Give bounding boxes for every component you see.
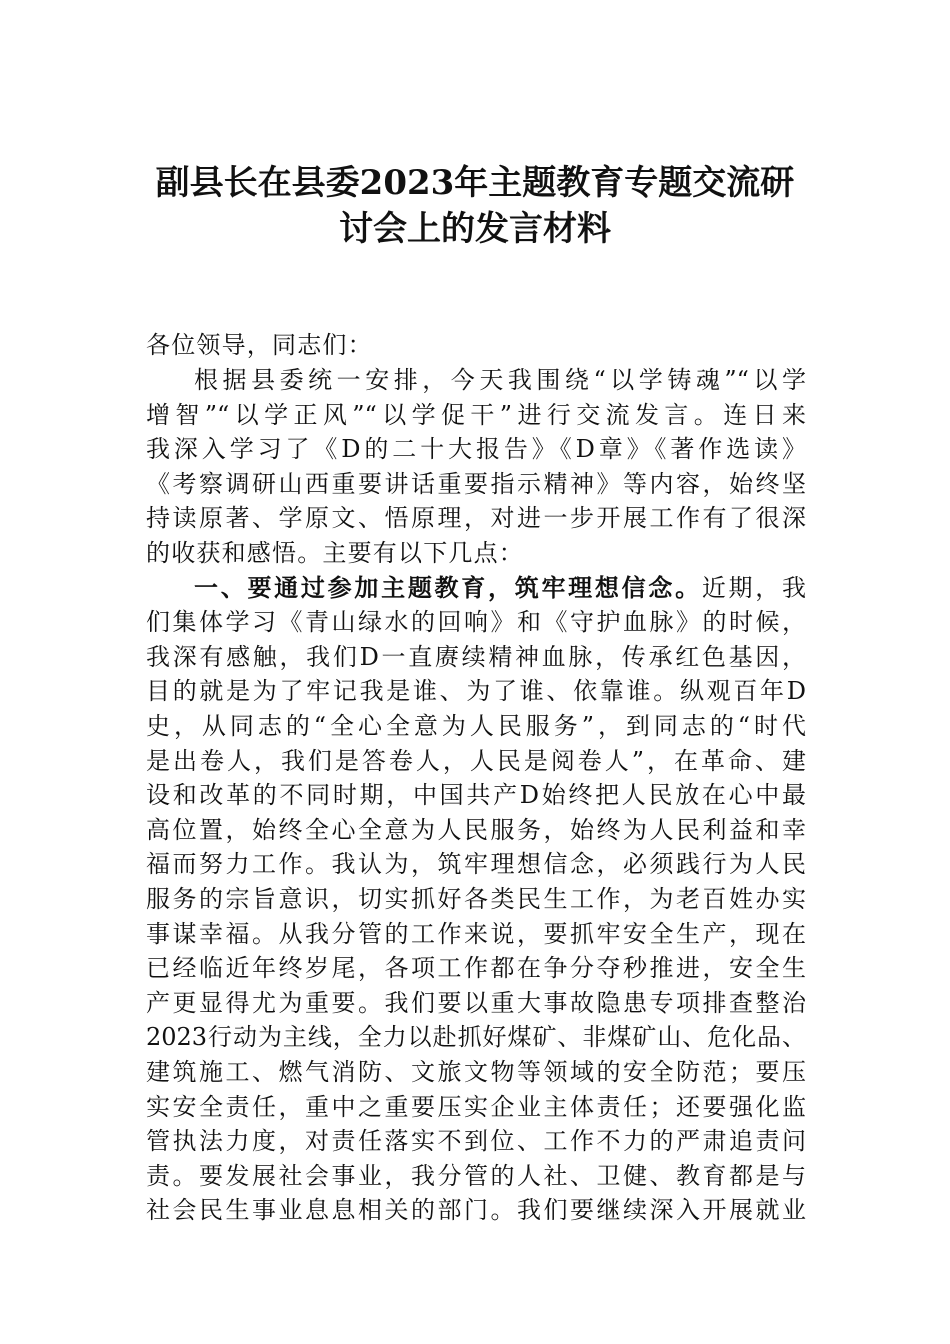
paragraph-line: 高位置，始终全心全意为人民服务，始终为人民利益和幸 — [146, 815, 806, 844]
paragraph-line: 责。要发展社会事业，我分管的人社、卫健、教育都是与 — [146, 1161, 806, 1190]
paragraph-text: 近期，我 — [701, 573, 807, 602]
paragraph-line: 是出卷人，我们是答卷人，人民是阅卷人”，在革命、建 — [146, 746, 806, 775]
paragraph-line: 服务的宗旨意识，切实抓好各类民生工作，为老百姓办实 — [146, 885, 806, 913]
paragraph-line: 目的就是为了牢记我是谁、为了谁、依靠谁。纵观百年D — [146, 677, 806, 706]
salutation: 各位领导，同志们： — [146, 331, 373, 359]
section-heading: 一、要通过参加主题教育，筑牢理想信念。 — [194, 572, 702, 602]
paragraph-line: 持读原著、学原文、悟原理，对进一步开展工作有了很深 — [146, 504, 806, 533]
paragraph-line: 增智”“以学正风”“以学促干”进行交流发言。连日来 — [146, 400, 806, 429]
paragraph-line: 的收获和感悟。主要有以下几点： — [146, 539, 524, 567]
paragraph-line: 产更显得尤为重要。我们要以重大事故隐患专项排查整治 — [146, 988, 806, 1017]
paragraph-line: 根据县委统一安排，今天我围绕“以学铸魂”“以学 — [194, 366, 806, 394]
paragraph-line: 事谋幸福。从我分管的工作来说，要抓牢安全生产，现在 — [146, 919, 806, 948]
paragraph-line: 们集体学习《青山绿水的回响》和《守护血脉》的时候， — [146, 608, 806, 637]
paragraph-line: 史，从同志的“全心全意为人民服务”，到同志的“时代 — [146, 712, 806, 740]
paragraph-line: 我深入学习了《D的二十大报告》《D章》《著作选读》 — [146, 435, 806, 464]
document-title-line-1: 副县长在县委2023年主题教育专题交流研 — [155, 163, 795, 203]
paragraph-line: 已经临近年终岁尾，各项工作都在争分夺秒推进，安全生 — [146, 954, 806, 983]
paragraph-line: 我深有感触，我们D一直赓续精神血脉，传承红色基因， — [146, 642, 806, 671]
paragraph-line: 福而努力工作。我认为，筑牢理想信念，必须践行为人民 — [146, 850, 806, 879]
paragraph-line: 《考察调研山西重要讲话重要指示精神》等内容，始终坚 — [146, 469, 806, 498]
paragraph-line: 社会民生事业息息相关的部门。我们要继续深入开展就业 — [146, 1196, 806, 1225]
paragraph-line: 2023行动为主线，全力以赴抓好煤矿、非煤矿山、危化品、 — [146, 1023, 806, 1052]
paragraph-line: 实安全责任，重中之重要压实企业主体责任；还要强化监 — [146, 1092, 806, 1121]
paragraph-line: 建筑施工、燃气消防、文旅文物等领域的安全防范；要压 — [146, 1058, 806, 1086]
paragraph-line — [194, 573, 806, 603]
paragraph-line: 管执法力度，对责任落实不到位、工作不力的严肃追责问 — [146, 1127, 806, 1156]
paragraph-line: 设和改革的不同时期，中国共产D始终把人民放在心中最 — [146, 781, 806, 810]
document-title-line-2: 讨会上的发言材料 — [339, 209, 611, 249]
